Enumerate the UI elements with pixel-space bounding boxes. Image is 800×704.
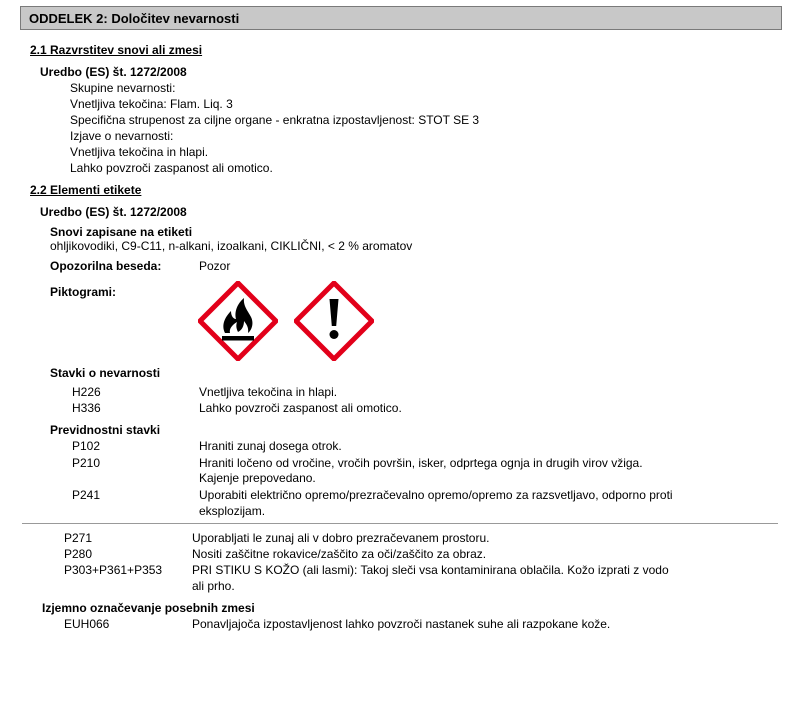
classification-line: Vnetljiva tekočina: Flam. Liq. 3 — [70, 97, 233, 111]
subsection-heading-2-1: 2.1 Razvrstitev snovi ali zmesi — [30, 43, 203, 57]
precaution-text: Nositi zaščitne rokavice/zaščito za oči/zaščito za obraz. — [192, 547, 487, 561]
signal-word-value: Pozor — [199, 259, 231, 273]
precaution-text-continued: ali prho. — [192, 579, 235, 593]
precaution-text: Hraniti zunaj dosega otrok. — [199, 439, 342, 453]
hazard-text: Vnetljiva tekočina in hlapi. — [199, 385, 338, 399]
flame-pictogram-icon — [198, 281, 278, 361]
exclamation-pictogram-icon — [294, 281, 374, 361]
precaution-text: Hraniti ločeno od vročine, vročih površin, isker, odprtega ognja in drugih virov vžiga. — [199, 456, 643, 470]
hazard-statements-label: Stavki o nevarnosti — [50, 366, 161, 380]
substances-value: ohljikovodiki, C9-C11, n-alkani, izoalkani, CIKLIČNI, < 2 % aromatov — [50, 239, 413, 253]
precaution-text-continued: Kajenje prepovedano. — [199, 471, 316, 485]
subsection-heading-2-2: 2.2 Elementi etikete — [30, 183, 142, 197]
regulation-label-2-2: Uredbo (ES) št. 1272/2008 — [40, 205, 187, 219]
precaution-code: P241 — [72, 488, 101, 502]
section-title: ODDELEK 2: Določitev nevarnosti — [29, 11, 240, 26]
pictograms-label: Piktogrami: — [50, 285, 117, 299]
special-code: EUH066 — [64, 617, 110, 631]
classification-line: Izjave o nevarnosti: — [70, 129, 174, 143]
precaution-text-continued: eksplozijam. — [199, 504, 266, 518]
regulation-label-2-1: Uredbo (ES) št. 1272/2008 — [40, 65, 187, 79]
precaution-code: P271 — [64, 531, 93, 545]
precautionary-statements-label: Previdnostni stavki — [50, 423, 161, 437]
classification-line: Vnetljiva tekočina in hlapi. — [70, 145, 209, 159]
precaution-code: P102 — [72, 439, 101, 453]
precaution-code: P280 — [64, 547, 93, 561]
hazard-text: Lahko povzroči zaspanost ali omotico. — [199, 401, 402, 415]
substances-label: Snovi zapisane na etiketi — [50, 225, 193, 239]
special-labelling-label: Izjemno označevanje posebnih zmesi — [42, 601, 255, 615]
classification-line: Skupine nevarnosti: — [70, 81, 176, 95]
precaution-text: Uporabiti električno opremo/prezračevalno opremo/opremo za razsvetljavo, odporno proti — [199, 488, 673, 502]
precaution-code: P210 — [72, 456, 101, 470]
page-divider — [22, 523, 778, 524]
classification-line: Lahko povzroči zaspanost ali omotico. — [70, 161, 273, 175]
classification-line: Specifična strupenost za ciljne organe - enkratna izpostavljenost: STOT SE 3 — [70, 113, 480, 127]
precaution-text: Uporabljati le zunaj ali v dobro prezračevanem prostoru. — [192, 531, 490, 545]
hazard-code: H226 — [72, 385, 101, 399]
section-header — [20, 6, 782, 30]
hazard-code: H336 — [72, 401, 101, 415]
special-text: Ponavljajoča izpostavljenost lahko povzroči nastanek suhe ali razpokane kože. — [192, 617, 611, 631]
signal-word-label: Opozorilna beseda: — [50, 259, 162, 273]
precaution-text: PRI STIKU S KOŽO (ali lasmi): Takoj sleči vsa kontaminirana oblačila. Kožo izprati z vodo — [192, 563, 669, 577]
precaution-code: P303+P361+P353 — [64, 563, 163, 577]
